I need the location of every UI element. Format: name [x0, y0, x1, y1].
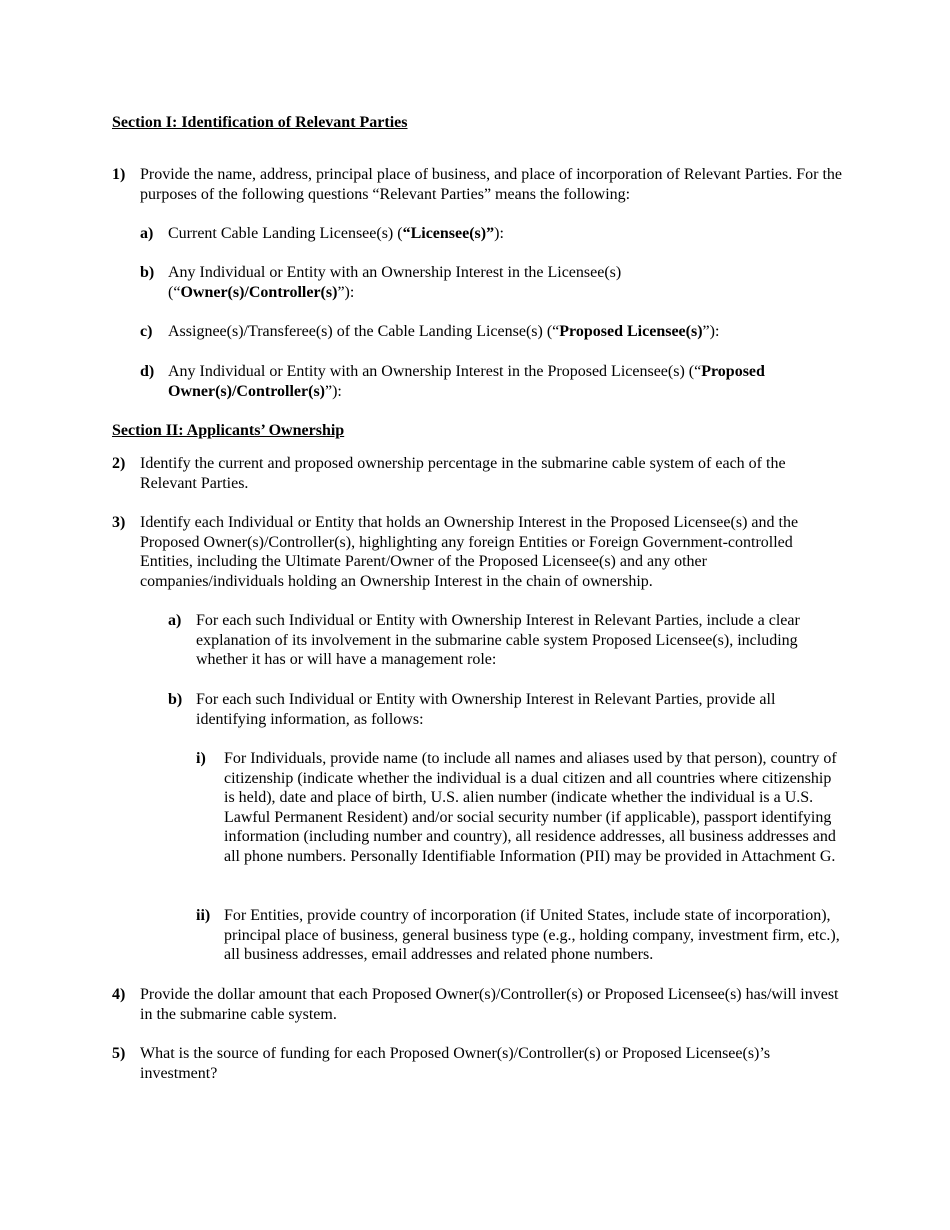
term-proposed-licensees: Proposed Licensee(s)	[559, 323, 703, 340]
question-1-text: Provide the name, address, principal place of business, and place of incorporation of Relevant Parties. For the purposes of the following questions “Relevant Parties” means the following:	[140, 166, 843, 203]
term-licensees: “Licensee(s)”	[402, 225, 495, 242]
question-1a-text	[168, 224, 842, 244]
question-1c	[140, 322, 842, 342]
question-3b-ii	[196, 906, 842, 965]
question-3a-marker: a)	[168, 612, 182, 629]
question-3a-text: For each such Individual or Entity with Ownership Interest in Relevant Parties, include a clear explanation of its involvement in the submarine cable system Proposed Licensee(s), including whether it has or will have a management role:	[196, 612, 800, 669]
question-2-marker: 2)	[112, 455, 126, 472]
question-1a-text-before: Current Cable Landing Licensee(s) (	[168, 225, 403, 242]
question-3	[112, 513, 842, 591]
question-3b-i-text: For Individuals, provide name (to include all names and aliases used by that person), country of citizenship (indicate whether the individual is a dual citizen and all countries where citizenship is held), date and place of birth, U.S. alien number (indicate whether the individual is a U.S. Lawful Permanent Resident) and/or social security number (if applicable), passport identifying information (including number and country), all residence addresses, all business addresses and all phone numbers. Personally Identifiable Information (PII) may be provided in Attachment G.	[224, 750, 837, 865]
question-1d-text-after: ”):	[325, 382, 342, 400]
question-1d-marker: d)	[140, 363, 155, 380]
question-5-text: What is the source of funding for each Proposed Owner(s)/Controller(s) or Proposed Licensee(s)’s investment?	[140, 1045, 771, 1082]
question-1b-text	[168, 263, 680, 302]
question-4	[112, 985, 842, 1024]
question-1-marker: 1)	[112, 166, 126, 183]
question-1b-text-before: Any Individual or Entity with an Ownership Interest in the Licensee(s) (“	[168, 264, 622, 301]
question-1b	[140, 263, 680, 302]
term-proposed-owners-controllers: Proposed Owner(s)/Controller(s)	[168, 363, 765, 400]
question-4-marker: 4)	[112, 986, 126, 1003]
question-3b-i-marker: i)	[196, 750, 206, 767]
question-1a-marker: a)	[140, 225, 154, 242]
question-2	[112, 454, 842, 493]
term-owners-controllers: Owner(s)/Controller(s)	[180, 283, 338, 301]
question-1c-marker: c)	[140, 323, 153, 340]
question-1a-text-after: ):	[494, 225, 504, 242]
question-1b-marker: b)	[140, 264, 155, 281]
question-3b-ii-text: For Entities, provide country of incorporation (if United States, include state of incorporation), principal place of business, general business type (e.g., holding company, investment firm, etc.), all business addresses, email addresses and related phone numbers.	[224, 907, 840, 964]
question-2-text: Identify the current and proposed ownership percentage in the submarine cable system of each of the Relevant Parties.	[140, 455, 786, 492]
question-3-text: Identify each Individual or Entity that holds an Ownership Interest in the Proposed Licensee(s) and the Proposed Owner(s)/Controller(s), highlighting any foreign Entities or Foreign Government-controlled Entities, including the Ultimate Parent/Owner of the Proposed Licensee(s) and any other companies/individuals holding an Ownership Interest in the chain of ownership.	[140, 514, 799, 590]
question-1a	[140, 224, 842, 244]
question-1c-text	[168, 322, 842, 342]
question-1d	[140, 362, 842, 401]
question-1c-text-after: ”):	[702, 323, 720, 340]
question-3a	[168, 611, 842, 670]
question-4-text: Provide the dollar amount that each Proposed Owner(s)/Controller(s) or Proposed Licensee(s) has/will invest in the submarine cable system.	[140, 986, 839, 1023]
section-2-heading: Section II: Applicants’ Ownership	[112, 422, 345, 439]
question-1c-text-before: Assignee(s)/Transferee(s) of the Cable Landing License(s) (“	[168, 323, 560, 340]
question-3-marker: 3)	[112, 514, 126, 531]
question-3b	[168, 690, 842, 729]
question-3b-ii-marker: ii)	[196, 907, 211, 924]
section-1-heading: Section I: Identification of Relevant Parties	[112, 114, 408, 131]
question-3b-text: For each such Individual or Entity with Ownership Interest in Relevant Parties, provide all identifying information, as follows:	[196, 691, 776, 728]
question-1b-text-after: ”):	[337, 283, 355, 301]
question-1d-text	[168, 362, 842, 401]
question-5	[112, 1044, 842, 1083]
question-5-marker: 5)	[112, 1045, 126, 1062]
question-3b-i	[196, 749, 842, 867]
question-3b-marker: b)	[168, 691, 183, 708]
question-1	[112, 165, 842, 204]
question-1d-text-before: Any Individual or Entity with an Ownership Interest in the Proposed Licensee(s) (“	[168, 363, 702, 380]
